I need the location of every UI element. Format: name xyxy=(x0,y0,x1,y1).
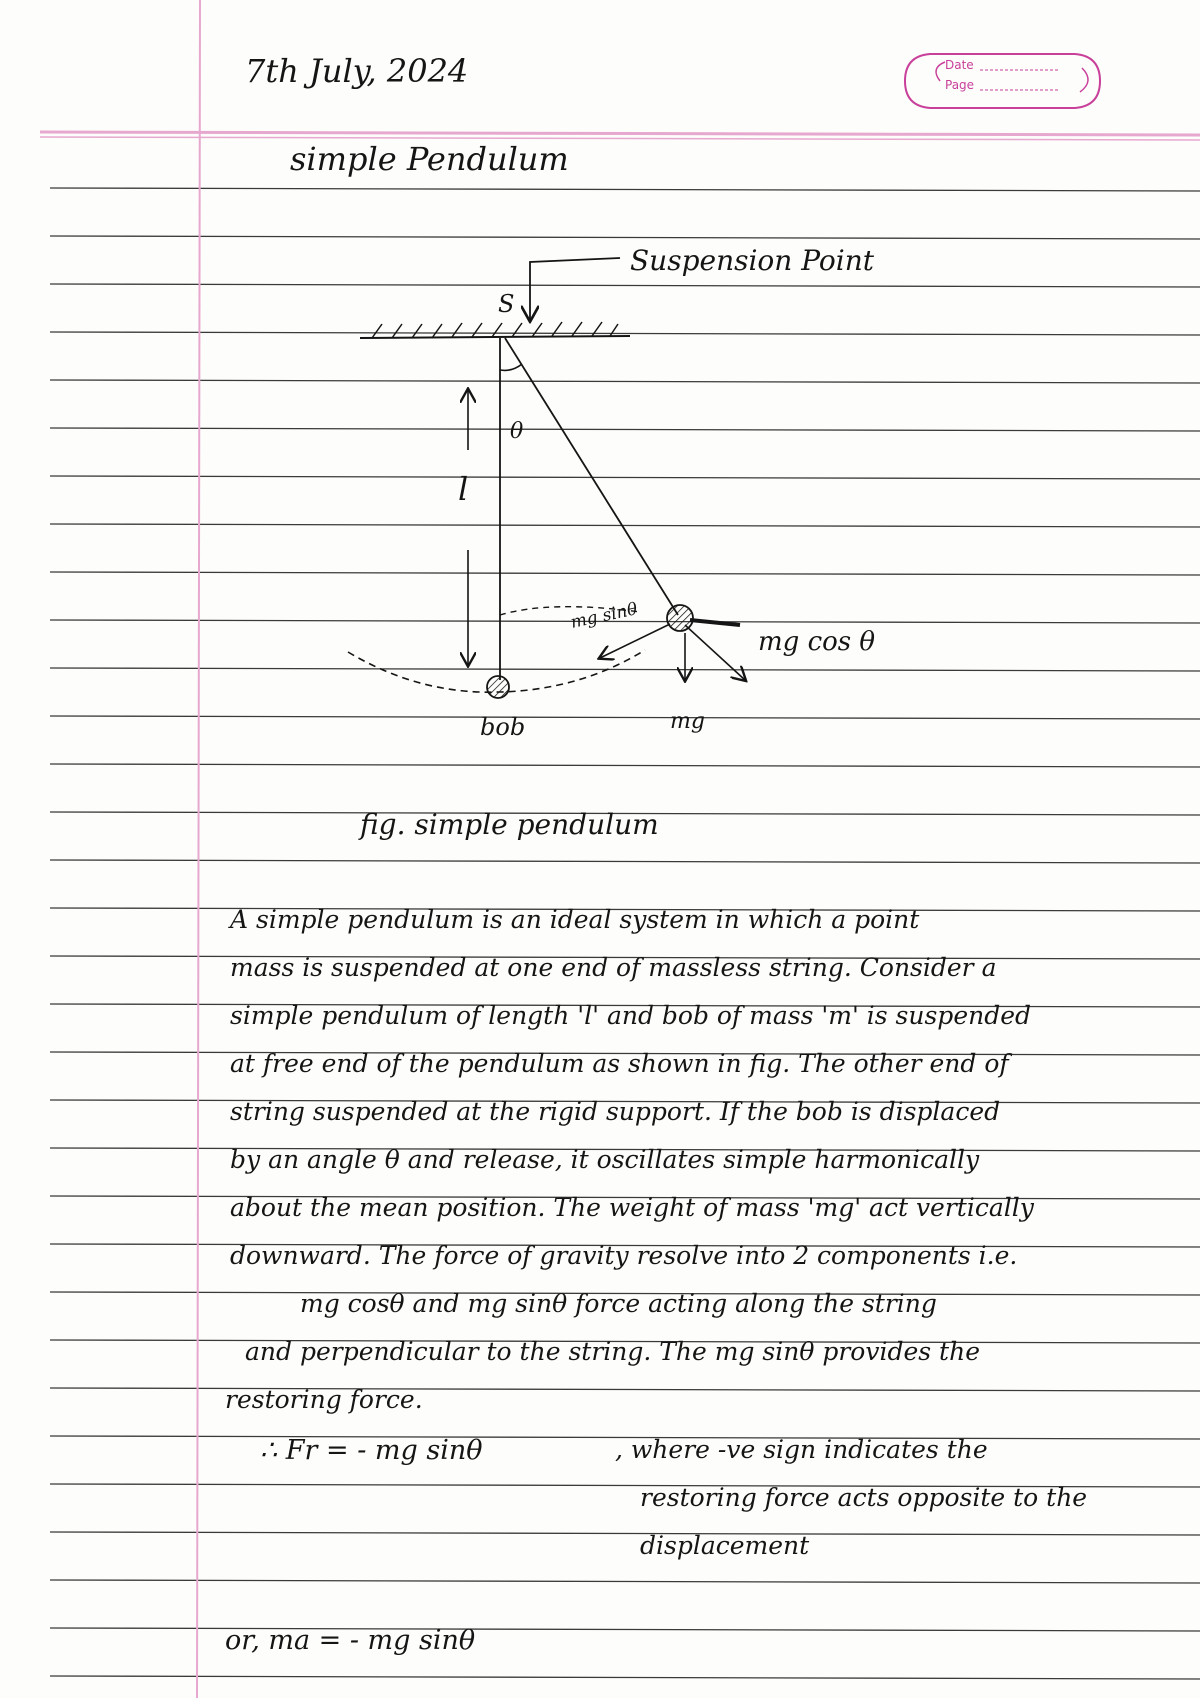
paragraph-line: and perpendicular to the string. The mg sinθ provides the xyxy=(245,1337,980,1366)
equation-note-line: , where -ve sign indicates the xyxy=(615,1435,988,1464)
restoring-force-equation: ∴ Fr = - mg sinθ xyxy=(260,1435,483,1466)
bob-displaced xyxy=(667,605,693,631)
radial-force-arrow xyxy=(685,625,745,680)
bob-label: bob xyxy=(480,713,526,741)
rule-line xyxy=(50,1532,1200,1535)
s-label: S xyxy=(498,290,515,318)
rigid-support xyxy=(360,336,630,338)
rule-line xyxy=(50,860,1200,863)
rule-line xyxy=(50,1580,1200,1583)
paragraph-line: mg cosθ and mg sinθ force acting along the string xyxy=(300,1289,937,1318)
theta-label: θ xyxy=(510,419,524,444)
radial-force-label: mg cos θ xyxy=(758,627,876,657)
displaced-string xyxy=(505,338,678,615)
tangential-force-label: mg sinθ xyxy=(568,599,640,633)
rule-line xyxy=(50,236,1200,239)
weight-label: mg xyxy=(670,709,705,734)
stamp-page-label: Page xyxy=(945,78,975,92)
length-label: l xyxy=(458,470,469,508)
theta-arc xyxy=(500,364,522,370)
paragraph-line: downward. The force of gravity resolve into 2 components i.e. xyxy=(230,1241,1018,1270)
figure-caption: fig. simple pendulum xyxy=(360,808,659,841)
rule-line xyxy=(50,1676,1200,1679)
date-page-stamp xyxy=(900,48,1105,114)
page-title: simple Pendulum xyxy=(290,140,569,178)
bob-mean-position xyxy=(487,676,509,698)
tangential-force-arrow xyxy=(600,624,670,658)
rule-line xyxy=(50,764,1200,767)
equation-note-line: restoring force acts opposite to the xyxy=(640,1483,1088,1512)
suspension-point-label: Suspension Point xyxy=(630,244,875,277)
paragraph-line: at free end of the pendulum as shown in fig. The other end of xyxy=(230,1049,1009,1078)
page-date: 7th July, 2024 xyxy=(245,52,469,90)
paragraph-line: simple pendulum of length 'l' and bob of mass 'm' is suspended xyxy=(230,1001,1032,1030)
stamp-date-label: Date xyxy=(945,58,974,72)
equation-note-line: displacement xyxy=(640,1531,810,1560)
suspension-pointer xyxy=(530,258,620,320)
paragraph-line: restoring force. xyxy=(225,1385,423,1414)
rule-line xyxy=(50,1388,1200,1391)
rule-line xyxy=(50,1628,1200,1631)
newton-equation: or, ma = - mg sinθ xyxy=(225,1625,476,1656)
paragraph-line: about the mean position. The weight of mass 'mg' act vertically xyxy=(230,1193,1034,1222)
paragraph-line: A simple pendulum is an ideal system in which a point xyxy=(230,905,920,934)
paragraph-line: mass is suspended at one end of massless string. Consider a xyxy=(230,953,997,982)
paragraph-line: by an angle θ and release, it oscillates simple harmonically xyxy=(230,1145,980,1174)
rule-line xyxy=(50,188,1200,191)
string-tension-extension xyxy=(690,620,740,625)
pendulum-diagram xyxy=(300,240,900,750)
paragraph-line: string suspended at the rigid support. If the bob is displaced xyxy=(230,1097,1001,1126)
